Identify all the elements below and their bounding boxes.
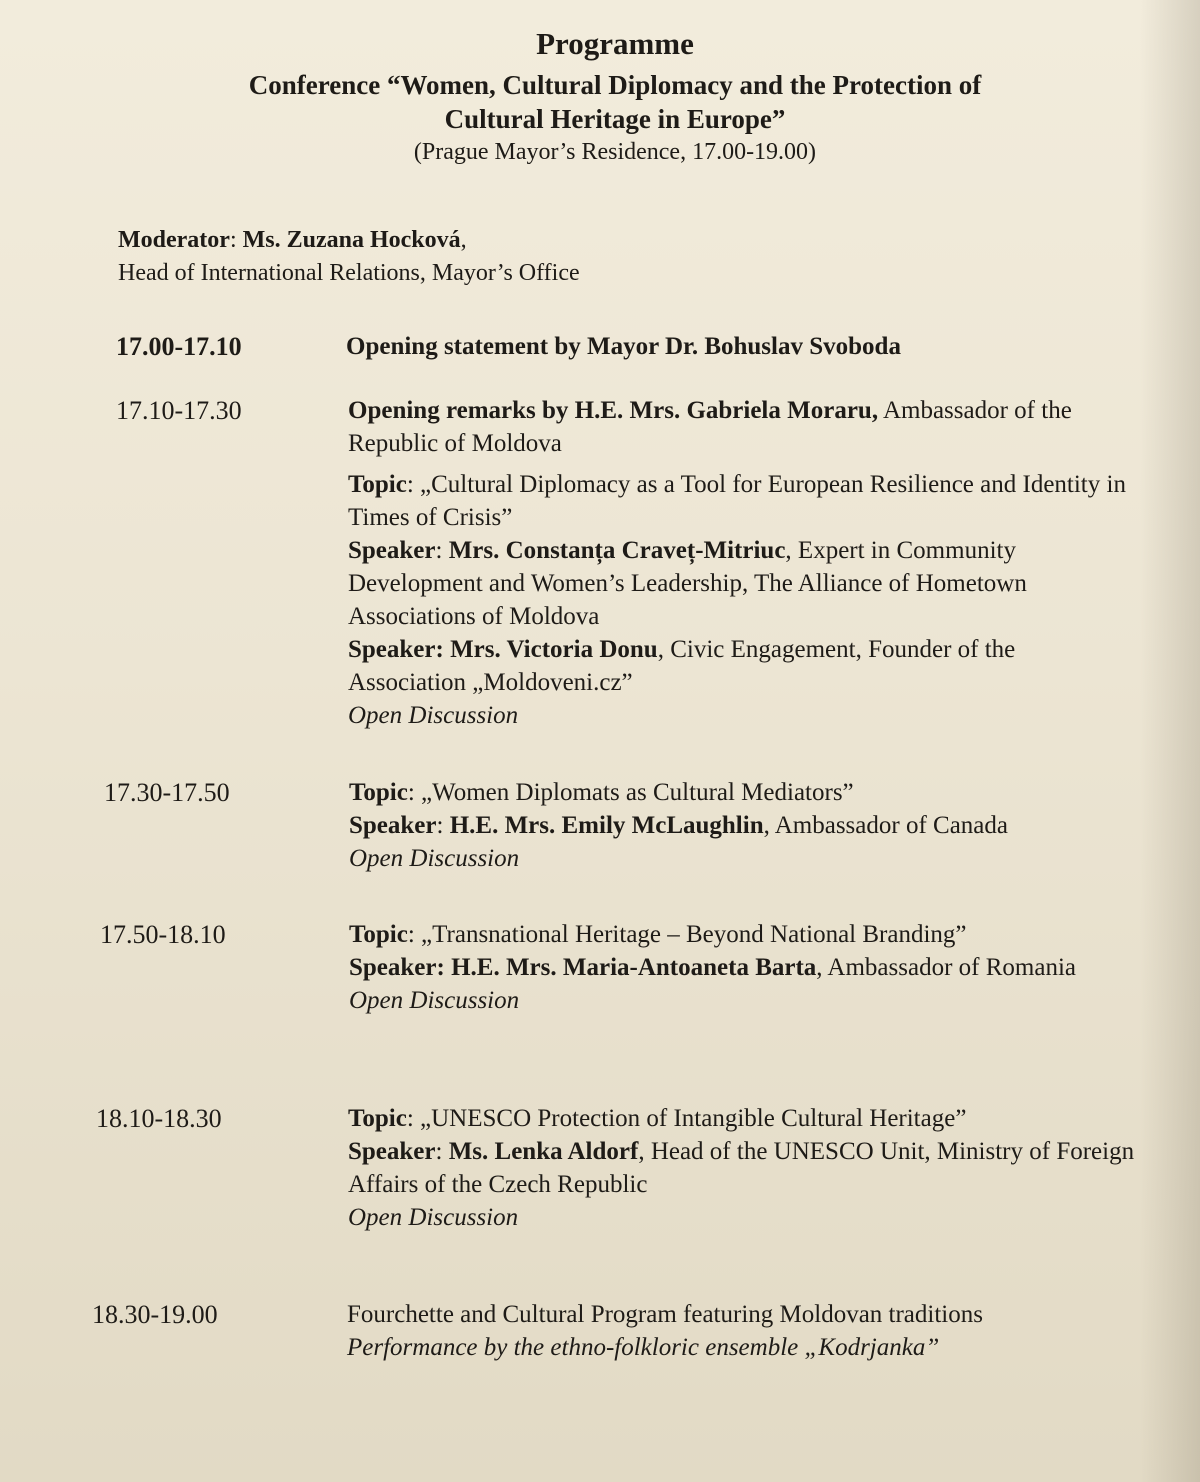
- conference-title-line-2: Cultural Heritage in Europe”: [444, 104, 786, 134]
- speaker-role: Ambassador of Romania: [827, 954, 1076, 981]
- opening-remarks-role: Ambassador of the Republic of Moldova: [348, 397, 1072, 457]
- topic-label: Topic: [349, 779, 408, 806]
- speaker-name: H.E. Mrs. Emily McLaughlin: [449, 812, 764, 839]
- programme-title: Programme: [536, 26, 694, 61]
- slot-time: 17.00-17.10: [116, 332, 242, 361]
- topic-label: Topic: [348, 471, 407, 498]
- speaker-label: Speaker: [349, 812, 437, 839]
- opening-remarks-speaker: Opening remarks by H.E. Mrs. Gabriela Moraru,: [348, 397, 879, 424]
- speaker-label: Speaker: [348, 1138, 436, 1165]
- topic-text: „UNESCO Protection of Intangible Cultural Heritage”: [420, 1105, 967, 1132]
- speaker-line: Speaker: Mrs. Constanța Craveț-Mitriuc, Expert in Community Development and Women’s Leadership, The Alliance of Hometown Associations of Moldova: [348, 537, 1027, 630]
- open-discussion: Open Discussion: [349, 987, 520, 1014]
- moderator-label: Moderator: [118, 227, 230, 253]
- slot-description: Fourchette and Cultural Program featuring Moldovan traditions: [347, 1301, 983, 1328]
- topic-text: „Cultural Diplomacy as a Tool for European Resilience and Identity in Times of Crisis”: [348, 471, 1126, 531]
- speaker-role: Expert in Community Development and Women’s Leadership, The Alliance of Hometown Associations of Moldova: [348, 537, 1027, 630]
- speaker-name: Mrs. Constanța Craveț-Mitriuc: [448, 537, 786, 564]
- conference-title-line-1: Conference “Women, Cultural Diplomacy and the Protection of: [248, 70, 982, 100]
- topic-label: Topic: [349, 921, 408, 948]
- topic-line: Topic: „Women Diplomats as Cultural Mediators”: [349, 779, 854, 806]
- speaker-line: Speaker: Ms. Lenka Aldorf, Head of the UNESCO Unit, Ministry of Foreign Affairs of the Czech Republic: [348, 1138, 1135, 1198]
- slot-body: [348, 394, 1128, 732]
- slot-body: [349, 776, 1149, 875]
- speaker-label: Speaker: [349, 954, 437, 981]
- slot-body: [348, 1102, 1173, 1234]
- speaker-role: Head of the UNESCO Unit, Ministry of Foreign Affairs of the Czech Republic: [348, 1138, 1135, 1198]
- speaker-name: Ms. Lenka Aldorf: [448, 1138, 639, 1165]
- slot-description: Opening statement by Mayor Dr. Bohuslav Svoboda: [346, 333, 901, 360]
- speaker-line: Speaker: H.E. Mrs. Emily McLaughlin, Ambassador of Canada: [349, 812, 1008, 839]
- speaker-role: Civic Engagement, Founder of the Association „Moldoveni.cz”: [348, 636, 1016, 696]
- topic-line: Topic: „Transnational Heritage – Beyond National Branding”: [349, 921, 967, 948]
- open-discussion: Open Discussion: [348, 1204, 519, 1231]
- speaker-role: Ambassador of Canada: [774, 812, 1008, 839]
- slot-time: 18.30-19.00: [92, 1300, 218, 1329]
- topic-text: „Transnational Heritage – Beyond National Branding”: [421, 921, 967, 948]
- speaker-name: Mrs. Victoria Donu: [450, 636, 658, 663]
- slot-time: 17.10-17.30: [116, 396, 242, 425]
- opening-remarks: [348, 394, 1128, 460]
- slot-body: [349, 918, 1159, 1017]
- topic-line: Topic: „UNESCO Protection of Intangible Cultural Heritage”: [348, 1105, 967, 1132]
- venue-line: (Prague Mayor’s Residence, 17.00-19.00): [413, 139, 817, 165]
- programme-header: [0, 24, 1200, 168]
- speaker-label: Speaker: [348, 636, 436, 663]
- moderator-name: Ms. Zuzana Hocková: [242, 227, 461, 253]
- topic-label: Topic: [348, 1105, 407, 1132]
- slot-time: 17.30-17.50: [104, 778, 230, 807]
- moderator-block: [118, 224, 580, 290]
- open-discussion: Open Discussion: [349, 845, 520, 872]
- slot-time: 17.50-18.10: [100, 920, 226, 949]
- moderator-role: Head of International Relations, Mayor’s Office: [118, 260, 580, 286]
- open-discussion: Open Discussion: [348, 702, 519, 729]
- speaker-label: Speaker: [348, 537, 436, 564]
- topic-line: Topic: „Cultural Diplomacy as a Tool for European Resilience and Identity in Times of Crisis”: [348, 471, 1126, 531]
- speaker-line: Speaker: Mrs. Victoria Donu, Civic Engagement, Founder of the Association „Moldoveni.cz”: [348, 636, 1016, 696]
- topic-text: „Women Diplomats as Cultural Mediators”: [421, 779, 854, 806]
- speaker-line: Speaker: H.E. Mrs. Maria-Antoaneta Barta, Ambassador of Romania: [349, 954, 1076, 981]
- speaker-name: H.E. Mrs. Maria-Antoaneta Barta: [451, 954, 817, 981]
- slot-time: 18.10-18.30: [96, 1104, 222, 1133]
- moderator-line: Moderator: Ms. Zuzana Hocková,: [118, 227, 467, 253]
- slot-body: [347, 1298, 1167, 1364]
- performance-line: Performance by the ethno-folkloric ensemble „Kodrjanka”: [347, 1334, 940, 1361]
